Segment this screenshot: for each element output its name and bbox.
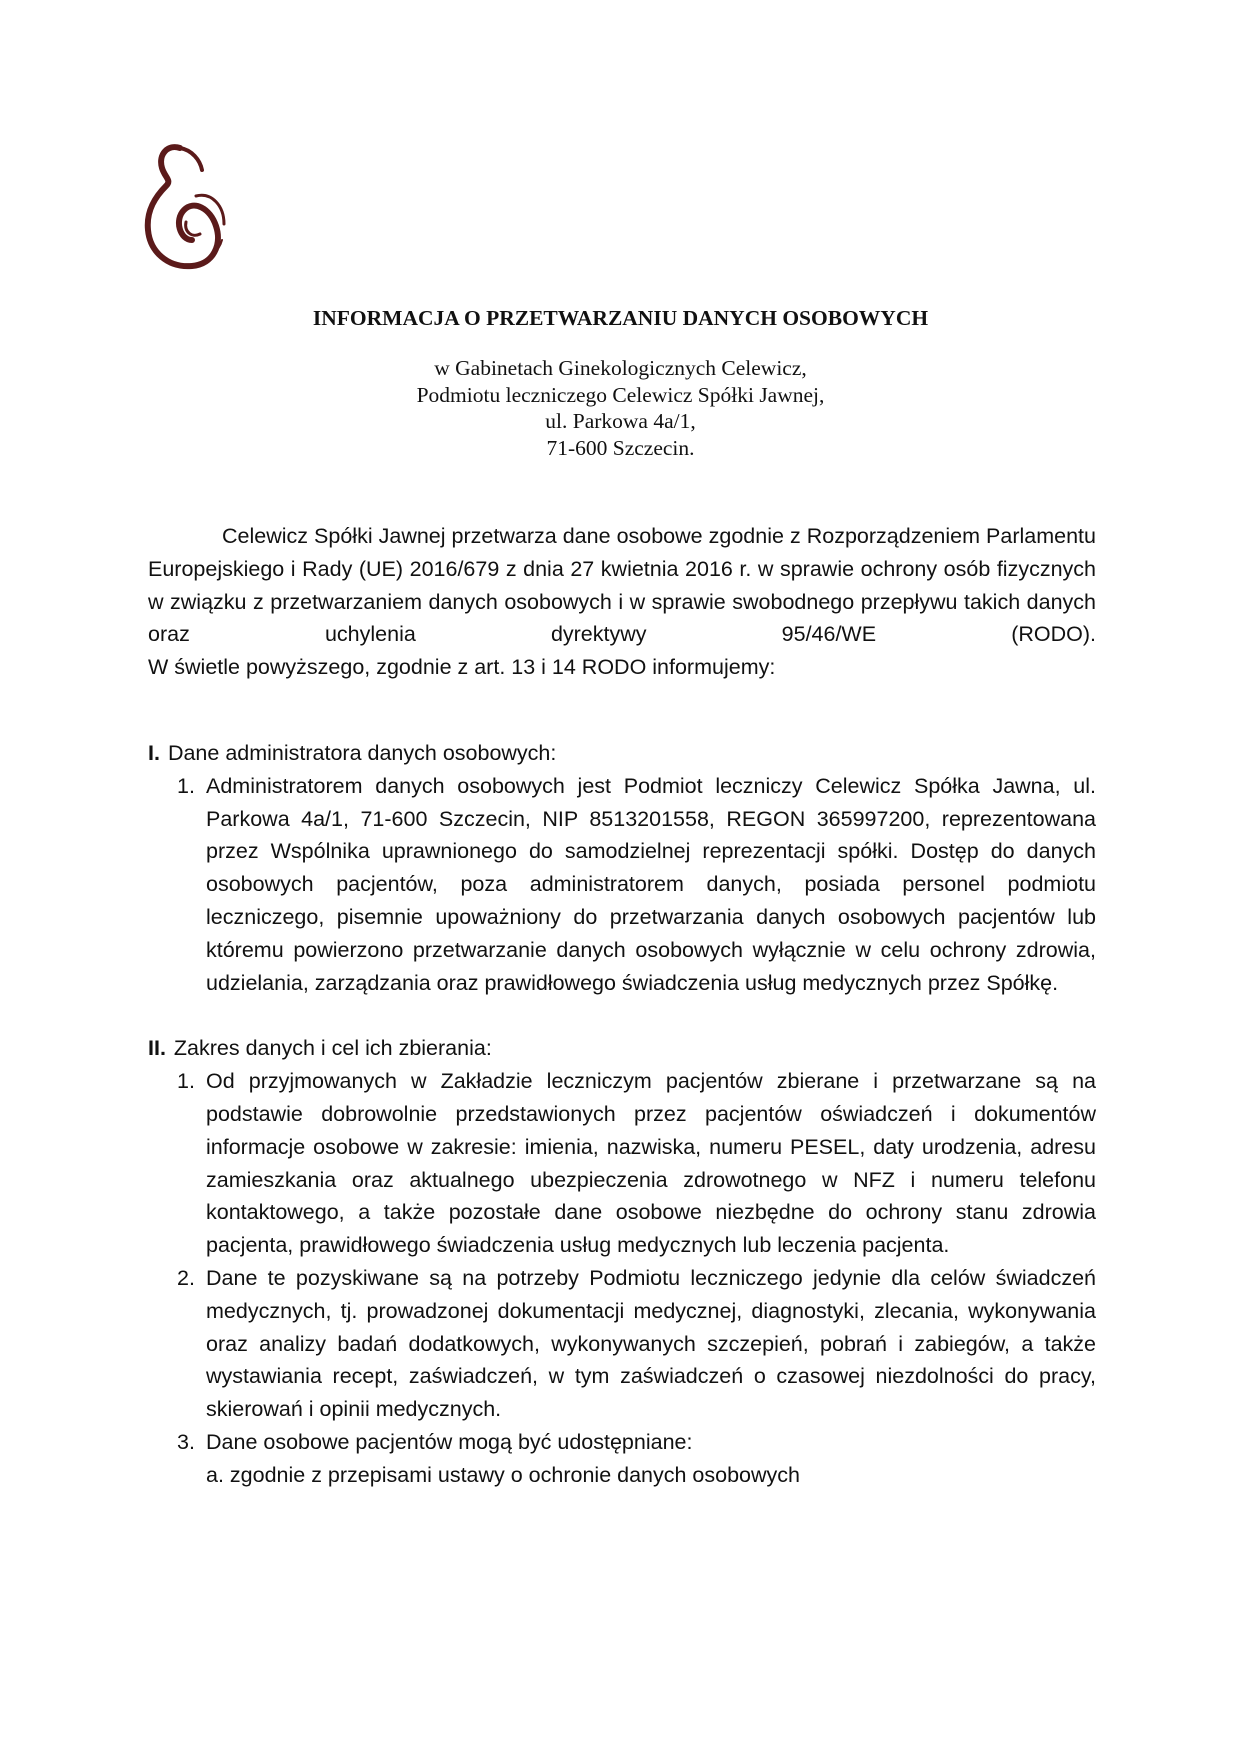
section-heading bbox=[148, 737, 1096, 770]
item-text: Administratorem danych osobowych jest Podmiot leczniczy Celewicz Spółka Jawna, ul. Parkowa 4a/1, 71-600 Szczecin, NIP 8513201558, REGON 365997200, reprezentowana przez Wspólnika uprawnionego do samodzielnej reprezentacji spółki. Dostęp do danych osobowych pacjentów, poza administratorem danych, posiada personel podmiotu leczniczego, pisemnie upoważniony do przetwarzania danych osobowych pacjentów lub któremu powierzono przetwarzanie danych osobowych wyłącznie w celu ochrony zdrowia, udzielania, zarządzania oraz prawidłowego świadczenia usług medycznych przez Spółkę. bbox=[206, 773, 1096, 995]
intro-text: Celewicz Spółki Jawnej przetwarza dane osobowe zgodnie z Rozporządzeniem Parlamentu Europejskiego i Rady (UE) 2016/679 z dnia 27 kwietnia 2016 r. w sprawie ochrony osób fizycznych w związku z przetwarzaniem danych osobowych i w sprawie swobodnego przepływu takich danych oraz uchylenia dyrektywy 95/46/WE (RODO). bbox=[148, 524, 1096, 647]
section-title: Zakres danych i cel ich zbierania: bbox=[173, 1036, 492, 1061]
item-number: 3. bbox=[177, 1429, 195, 1454]
document-subtitle bbox=[0, 355, 1241, 461]
section-heading bbox=[148, 1032, 1096, 1065]
section-number: I. bbox=[148, 741, 160, 765]
item-text: Od przyjmowanych w Zakładzie leczniczym pacjentów zbierane i przetwarzane są na podstawie dobrowolnie przedstawionych przez pacjentów oświadczeń i dokumentów informacje osobowe w zakresie: imienia, nazwiska, numeru PESEL, daty urodzenia, adresu zamieszkania oraz aktualnego ubezpieczenia zdrowotnego w NFZ i numeru telefonu kontaktowego, a także pozostałe dane osobowe niezbędne do ochrony stanu zdrowia pacjenta, prawidłowego świadczenia usług medycznych lub leczenia pacjenta. bbox=[206, 1069, 1096, 1258]
subtitle-line: ul. Parkowa 4a/1, bbox=[545, 409, 696, 433]
list-item bbox=[148, 1426, 1096, 1459]
intro-paragraph bbox=[148, 520, 1096, 684]
section-spacer bbox=[148, 999, 1096, 1032]
section-number: II. bbox=[148, 1036, 166, 1061]
item-number: 1. bbox=[177, 773, 195, 798]
subtitle-line: 71-600 Szczecin. bbox=[546, 435, 695, 460]
logo-swirl-icon bbox=[140, 140, 240, 275]
sub-list-item bbox=[148, 1459, 1096, 1492]
list-item bbox=[148, 1262, 1096, 1426]
intro-followup: W świetle powyższego, zgodnie z art. 13 i 14 RODO informujemy: bbox=[148, 655, 776, 680]
subtitle-line: w Gabinetach Ginekologicznych Celewicz, bbox=[434, 356, 807, 380]
document-title: INFORMACJA O PRZETWARZANIU DANYCH OSOBOWYCH bbox=[312, 306, 929, 330]
item-number: 1. bbox=[177, 1069, 195, 1094]
item-number: 2. bbox=[177, 1265, 195, 1290]
section-list bbox=[148, 1065, 1096, 1491]
list-item bbox=[148, 1065, 1096, 1262]
subtitle-line: Podmiotu leczniczego Celewicz Spółki Jawnej, bbox=[416, 382, 825, 407]
item-text: Dane osobowe pacjentów mogą być udostępniane: bbox=[206, 1429, 693, 1454]
sub-item-label: a. bbox=[206, 1462, 224, 1487]
section-2 bbox=[148, 1032, 1096, 1491]
section-list bbox=[148, 770, 1096, 1000]
list-item bbox=[148, 770, 1096, 1000]
sub-item-text: zgodnie z przepisami ustawy o ochronie danych osobowych bbox=[229, 1462, 800, 1487]
sections bbox=[148, 737, 1096, 1492]
item-text: Dane te pozyskiwane są na potrzeby Podmiotu leczniczego jedynie dla celów świadczeń medycznych, tj. prowadzonej dokumentacji medycznej, diagnostyki, zlecania, wykonywania oraz analizy badań dodatkowych, wykonywanych szczepień, pobrań i zabiegów, a także wystawiania recept, zaświadczeń, w tym zaświadczeń o czasowej niezdolności do pracy, skierowań i opinii medycznych. bbox=[206, 1265, 1096, 1422]
section-1 bbox=[148, 737, 1096, 999]
section-title: Dane administratora danych osobowych: bbox=[167, 741, 557, 765]
